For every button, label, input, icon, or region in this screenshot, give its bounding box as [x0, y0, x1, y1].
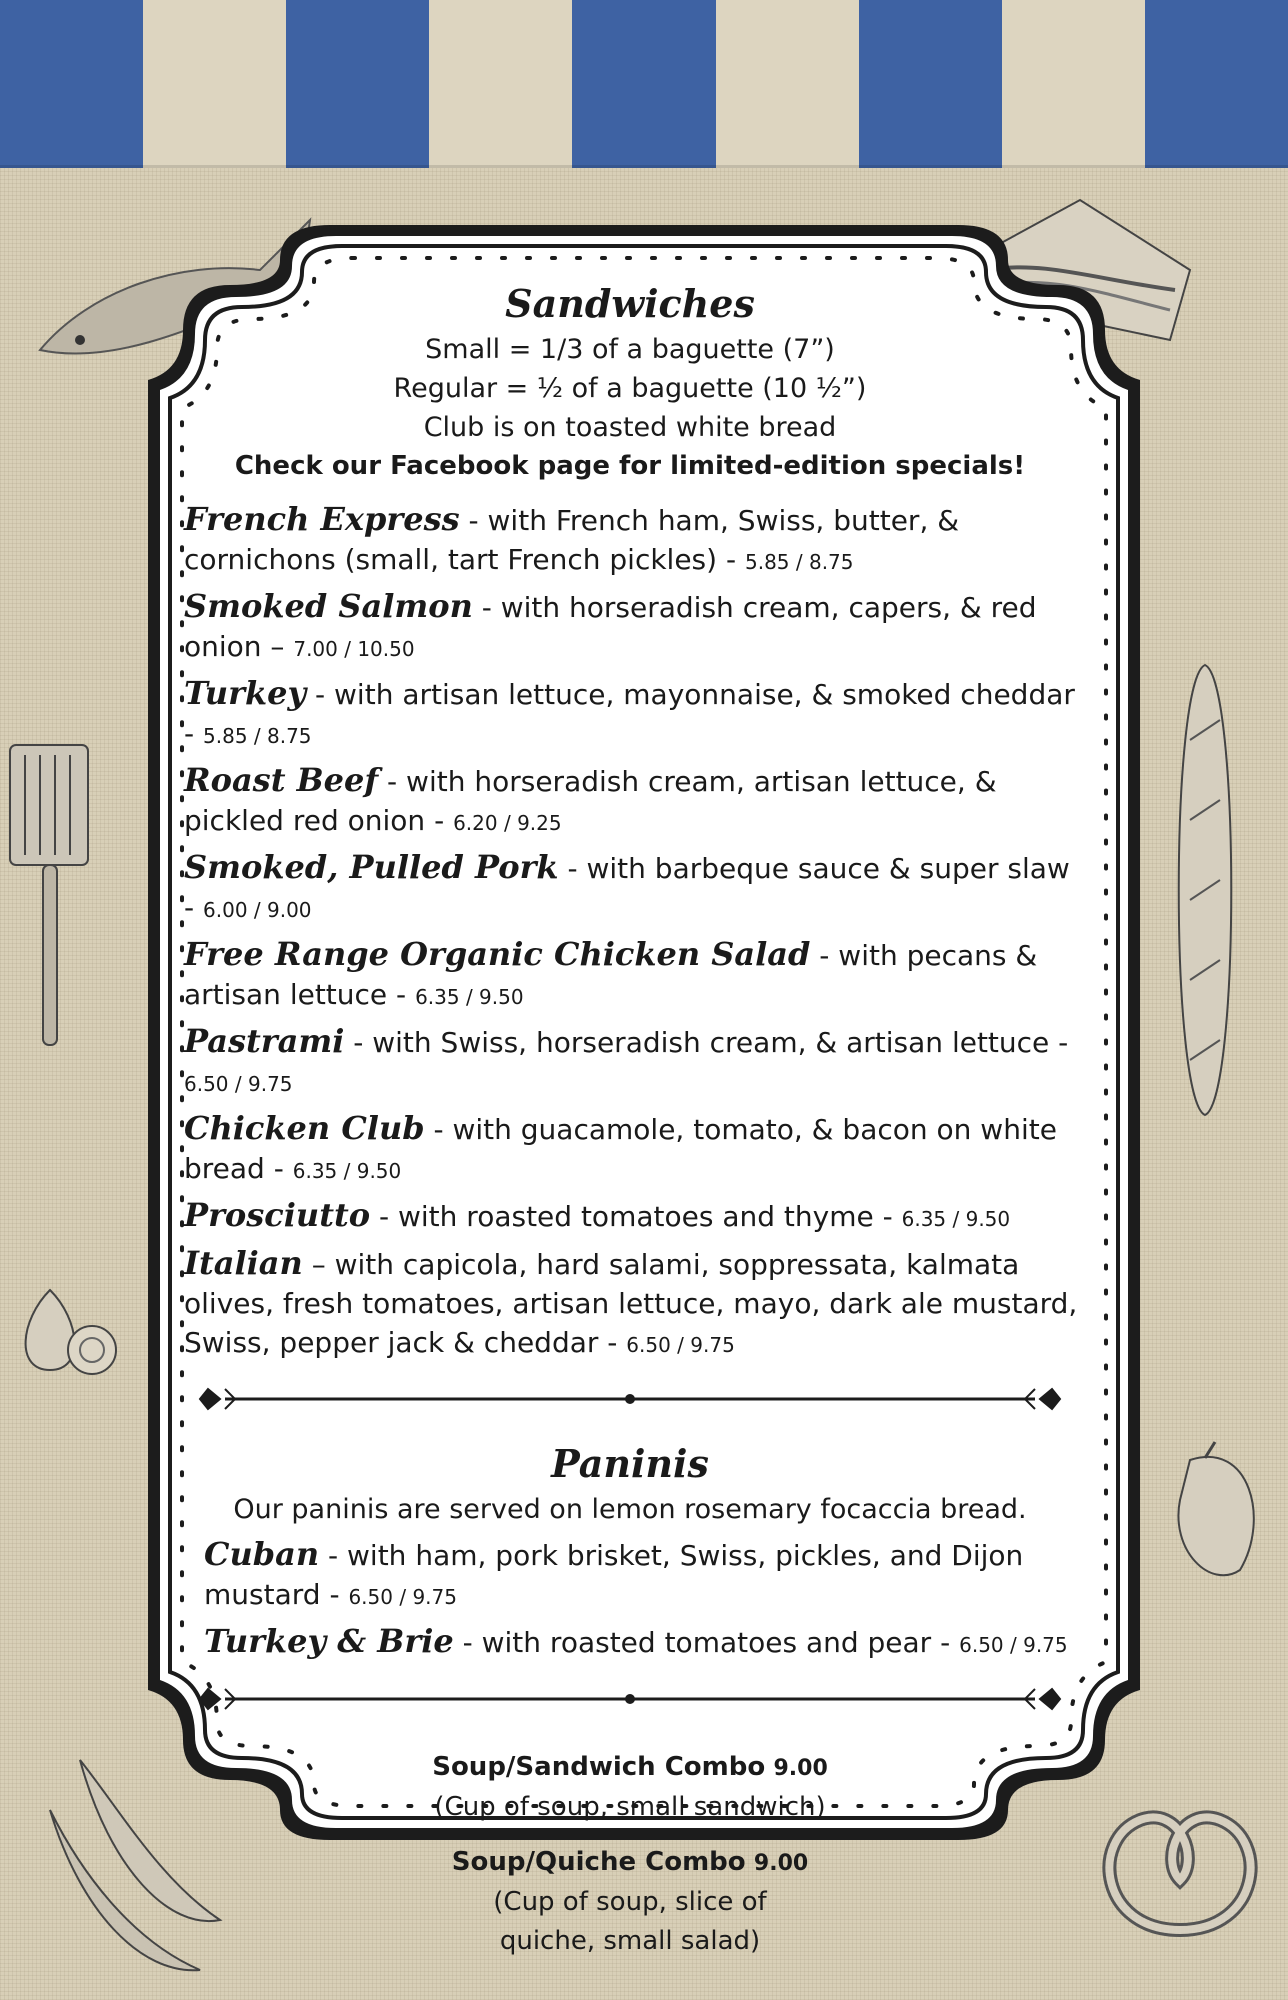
item-price: 6.50 / 9.75 — [626, 1333, 735, 1357]
item-price: 6.00 / 9.00 — [203, 898, 312, 922]
menu-item — [184, 848, 1080, 930]
size-small-line: Small = 1/3 of a baguette (7”) — [425, 334, 835, 365]
item-name: Prosciutto — [184, 1196, 371, 1234]
paninis-intro: Our paninis are served on lemon rosemary focaccia bread. — [233, 1494, 1027, 1525]
item-price: 6.20 / 9.25 — [453, 811, 562, 835]
item-price: 6.35 / 9.50 — [292, 1159, 402, 1183]
item-name: Free Range Organic Chicken Salad — [184, 935, 811, 973]
menu-item — [184, 1196, 1080, 1239]
item-description: – with capicola, hard salami, soppressata, kalmata olives, fresh tomatoes, artisan lettuce, mayo, dark ale mustard, Swiss, pepper jack & cheddar - — [184, 1248, 1078, 1359]
item-description: - with Swiss, horseradish cream, & artisan lettuce - — [344, 1026, 1069, 1059]
size-regular-line: Regular = ½ of a baguette (10 ½”) — [393, 373, 867, 404]
item-name: Roast Beef — [184, 761, 379, 799]
menu-item — [184, 1109, 1080, 1191]
paninis-title: Paninis — [551, 1441, 709, 1486]
item-name: Cuban — [204, 1535, 320, 1573]
menu-item — [184, 674, 1080, 756]
menu-item — [184, 587, 1080, 669]
ornamental-divider — [180, 1374, 1080, 1424]
combo-price: 9.00 — [753, 1851, 809, 1876]
combo-title: Soup/Sandwich Combo — [432, 1752, 766, 1782]
menu-item — [184, 500, 1080, 582]
item-name: French Express — [184, 500, 460, 538]
combo-soup-sandwich — [180, 1748, 1080, 1827]
item-price: 6.50 / 9.75 — [959, 1633, 1068, 1657]
item-name: Smoked, Pulled Pork — [184, 848, 559, 886]
menu-item — [184, 935, 1080, 1017]
menu-item — [204, 1622, 1080, 1665]
item-name: Pastrami — [184, 1022, 345, 1060]
item-price: 5.85 / 8.75 — [744, 550, 854, 574]
combo-price: 9.00 — [773, 1756, 828, 1781]
menu-content — [180, 278, 1080, 1961]
item-name: Smoked Salmon — [184, 587, 473, 625]
item-description: - with horseradish cream, capers, & red onion – — [184, 591, 1037, 663]
sandwich-list — [180, 500, 1080, 1365]
facebook-notice: Check our Facebook page for limited-edition specials! — [234, 451, 1026, 481]
menu-item — [184, 1244, 1080, 1365]
panini-list — [200, 1535, 1080, 1665]
combo-soup-quiche — [180, 1843, 1080, 1961]
ornamental-divider — [180, 1674, 1080, 1724]
item-name: Turkey — [184, 674, 307, 712]
item-description: - with ham, pork brisket, Swiss, pickles, and Dijon mustard - — [204, 1539, 1024, 1611]
menu-item — [184, 761, 1080, 843]
menu-item — [184, 1022, 1080, 1104]
item-description: - with pecans & artisan lettuce - — [184, 939, 1038, 1011]
menu-item — [204, 1535, 1080, 1617]
item-price: 7.00 / 10.50 — [293, 637, 415, 661]
item-description: - with horseradish cream, artisan lettuce, & pickled red onion - — [184, 765, 997, 837]
item-name: Turkey & Brie — [204, 1622, 454, 1660]
combo-title: Soup/Quiche Combo — [451, 1847, 746, 1877]
item-description: - with French ham, Swiss, butter, & cornichons (small, tart French pickles) - — [184, 504, 960, 576]
item-description: - with guacamole, tomato, & bacon on white bread - — [184, 1113, 1057, 1185]
item-price: 6.50 / 9.75 — [184, 1072, 293, 1096]
item-description: - with roasted tomatoes and pear - — [453, 1626, 960, 1659]
item-price: 5.85 / 8.75 — [203, 724, 312, 748]
item-description: - with barbeque sauce & super slaw - — [184, 852, 1070, 924]
item-price: 6.35 / 9.50 — [901, 1207, 1011, 1231]
item-name: Chicken Club — [184, 1109, 425, 1147]
item-description: - with artisan lettuce, mayonnaise, & smoked cheddar - — [184, 678, 1075, 750]
sandwiches-title: Sandwiches — [505, 281, 755, 326]
item-price: 6.50 / 9.75 — [348, 1585, 457, 1609]
item-description: - with roasted tomatoes and thyme - — [370, 1200, 902, 1233]
item-price: 6.35 / 9.50 — [415, 985, 524, 1009]
item-name: Italian — [184, 1244, 303, 1282]
combo-description: (Cup of soup, slice of quiche, small salad) — [493, 1887, 767, 1956]
combo-description: (Cup of soup, small sandwich) — [434, 1792, 826, 1822]
club-bread-line: Club is on toasted white bread — [423, 412, 837, 443]
